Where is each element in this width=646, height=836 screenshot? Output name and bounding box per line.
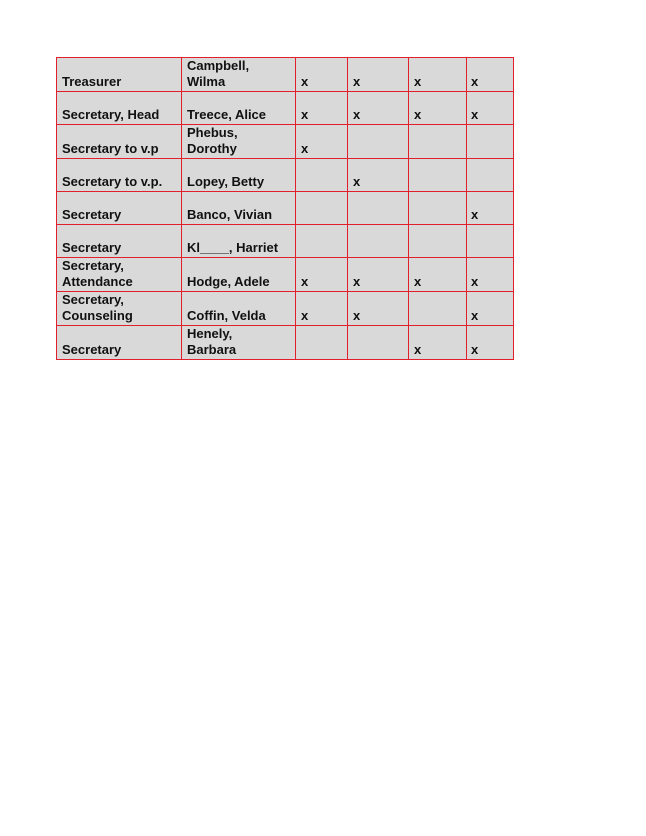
- mark-cell: x: [409, 58, 467, 92]
- table-row: [57, 58, 514, 92]
- mark-cell: [409, 159, 467, 192]
- position-cell: Secretary, Attendance: [57, 258, 182, 292]
- position-cell: Secretary, Head: [57, 92, 182, 125]
- mark-cell: x: [296, 292, 348, 326]
- position-cell: Secretary: [57, 326, 182, 360]
- position-cell: Treasurer: [57, 58, 182, 92]
- table-row: [57, 125, 514, 159]
- mark-cell: [467, 225, 514, 258]
- mark-cell: x: [348, 258, 409, 292]
- position-cell: Secretary to v.p.: [57, 159, 182, 192]
- table-row: [57, 326, 514, 360]
- name-cell: Banco, Vivian: [182, 192, 296, 225]
- name-cell: Henely, Barbara: [182, 326, 296, 360]
- mark-cell: x: [467, 326, 514, 360]
- mark-cell: x: [467, 92, 514, 125]
- position-cell: Secretary, Counseling: [57, 292, 182, 326]
- mark-cell: [409, 192, 467, 225]
- mark-cell: [348, 192, 409, 225]
- mark-cell: x: [467, 292, 514, 326]
- mark-cell: [467, 125, 514, 159]
- mark-cell: x: [467, 192, 514, 225]
- name-cell: Coffin, Velda: [182, 292, 296, 326]
- table-row: [57, 92, 514, 125]
- name-cell: Hodge, Adele: [182, 258, 296, 292]
- mark-cell: x: [409, 92, 467, 125]
- table-row: [57, 258, 514, 292]
- mark-cell: [348, 326, 409, 360]
- staff-table: [56, 57, 514, 360]
- mark-cell: [296, 225, 348, 258]
- mark-cell: [348, 125, 409, 159]
- mark-cell: [409, 125, 467, 159]
- mark-cell: [467, 159, 514, 192]
- mark-cell: x: [348, 159, 409, 192]
- table-row: [57, 292, 514, 326]
- position-cell: Secretary to v.p: [57, 125, 182, 159]
- mark-cell: x: [296, 58, 348, 92]
- mark-cell: x: [348, 92, 409, 125]
- mark-cell: x: [409, 326, 467, 360]
- position-cell: Secretary: [57, 225, 182, 258]
- table-row: [57, 159, 514, 192]
- name-cell: Phebus, Dorothy: [182, 125, 296, 159]
- mark-cell: [296, 159, 348, 192]
- table-row: [57, 225, 514, 258]
- mark-cell: [409, 292, 467, 326]
- mark-cell: x: [467, 58, 514, 92]
- position-cell: Secretary: [57, 192, 182, 225]
- mark-cell: x: [467, 258, 514, 292]
- mark-cell: x: [348, 58, 409, 92]
- mark-cell: x: [296, 92, 348, 125]
- mark-cell: [348, 225, 409, 258]
- name-cell: Campbell, Wilma: [182, 58, 296, 92]
- mark-cell: [296, 326, 348, 360]
- mark-cell: x: [348, 292, 409, 326]
- mark-cell: [296, 192, 348, 225]
- name-cell: Kl____, Harriet: [182, 225, 296, 258]
- mark-cell: x: [296, 125, 348, 159]
- name-cell: Treece, Alice: [182, 92, 296, 125]
- mark-cell: x: [409, 258, 467, 292]
- mark-cell: [409, 225, 467, 258]
- mark-cell: x: [296, 258, 348, 292]
- name-cell: Lopey, Betty: [182, 159, 296, 192]
- table-row: [57, 192, 514, 225]
